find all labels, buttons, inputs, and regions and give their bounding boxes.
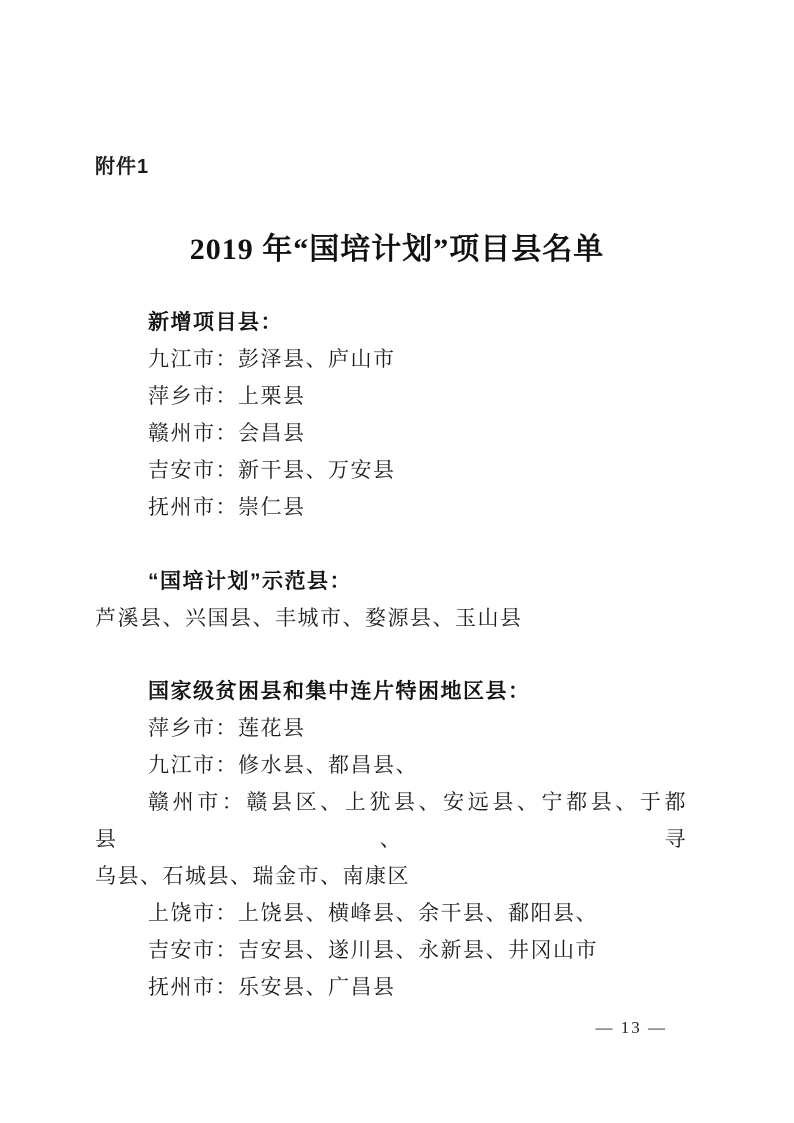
document-title: 2019 年“国培计划”项目县名单 bbox=[189, 233, 605, 266]
county-line: 抚州市：乐安县、广昌县 bbox=[148, 975, 396, 999]
county-line: 吉安市：吉安县、遂川县、永新县、井冈山市 bbox=[148, 938, 598, 962]
section-demonstration-counties bbox=[95, 563, 687, 637]
county-line: 抚州市：崇仁县 bbox=[148, 495, 306, 519]
county-line: 九江市：修水县、都昌县、 bbox=[148, 753, 418, 777]
county-line: 萍乡市：上栗县 bbox=[148, 384, 306, 408]
county-line: 吉安市：新干县、万安县 bbox=[148, 458, 396, 482]
section-heading: 国家级贫困县和集中连片特困地区县： bbox=[148, 680, 531, 703]
county-line: 萍乡市：莲花县 bbox=[148, 716, 306, 740]
page-number: — 13 — bbox=[595, 1018, 667, 1037]
section-heading: “国培计划”示范县： bbox=[148, 570, 352, 593]
county-line-continuation: 乌县、石城县、瑞金市、南康区 bbox=[95, 864, 410, 888]
county-line: 赣州市：会昌县 bbox=[148, 421, 306, 445]
county-line: 芦溪县、兴国县、丰城市、婺源县、玉山县 bbox=[95, 606, 523, 630]
county-line: 九江市：彭泽县、庐山市 bbox=[148, 347, 396, 371]
section-heading: 新增项目县： bbox=[148, 311, 283, 334]
section-poverty-counties bbox=[95, 673, 687, 1006]
document-body bbox=[95, 304, 687, 1006]
county-line: 赣州市：赣县区、上犹县、安远县、宁都县、于都县、寻 bbox=[95, 790, 687, 851]
county-line: 上饶市：上饶县、横峰县、余干县、鄱阳县、 bbox=[148, 901, 598, 925]
section-new-project-counties bbox=[95, 304, 687, 526]
attachment-label: 附件1 bbox=[95, 156, 150, 178]
